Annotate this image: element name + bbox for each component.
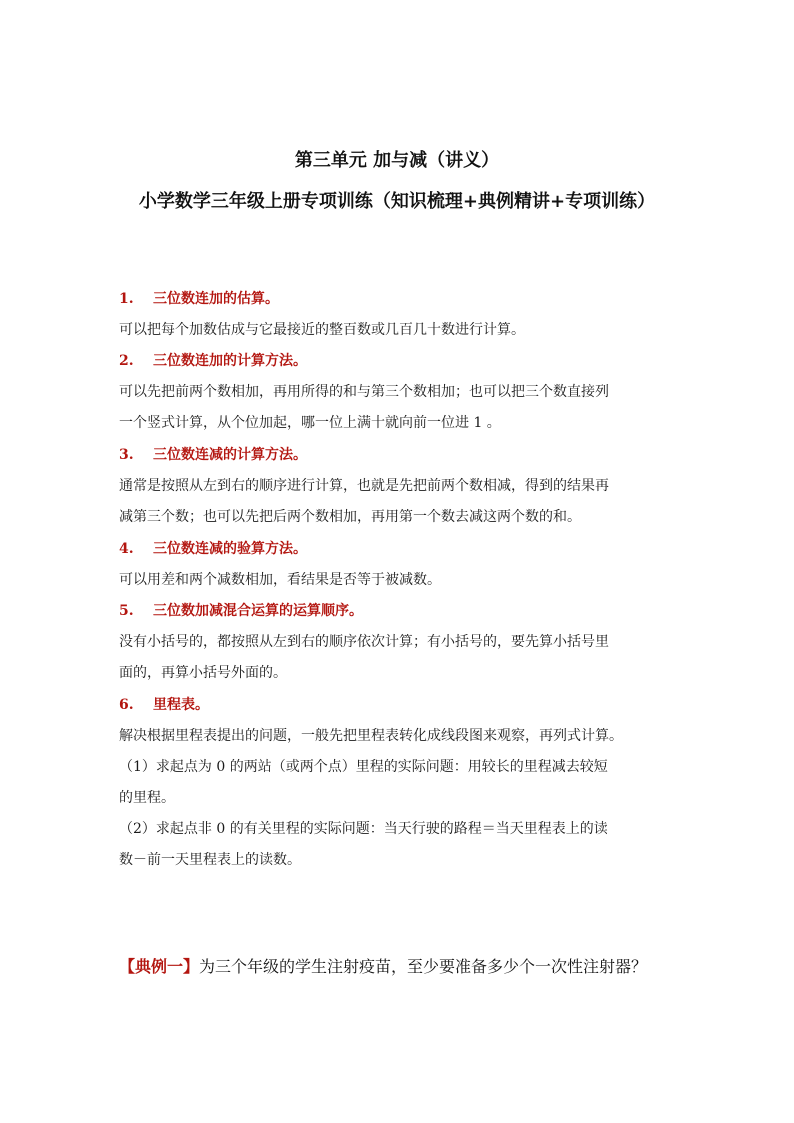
section-text: 可以先把前两个数相加，再用所得的和与第三个数相加；也可以把三个数直接列 [119,384,609,400]
section-text: （1）求起点为 0 的两站（或两个点）里程的实际问题：用较长的里程减去较短 [119,759,608,775]
section-number: 6. [119,697,134,713]
section-number: 1. [119,291,134,307]
section-heading-4 [119,539,307,559]
section-title: 三位数连减的验算方法。 [153,541,307,557]
section-heading-1 [119,289,279,309]
section-text: 通常是按照从左到右的顺序进行计算，也就是先把前两个数相减，得到的结果再 [119,478,609,494]
section-title: 三位数加减混合运算的运算顺序。 [153,603,363,619]
section-number: 2. [119,353,134,369]
section-text: 解决根据里程表提出的问题，一般先把里程表转化成线段图来观察，再列式计算。 [119,728,623,744]
example-tag: 【典例一】 [119,957,200,976]
section-number: 5. [119,603,134,619]
section-title: 三位数连加的计算方法。 [153,353,307,369]
section-text: 一个竖式计算，从个位加起，哪一位上满十就向前一位进 1 。 [119,415,501,431]
section-title: 里程表。 [153,697,209,713]
section-text: 减第三个数；也可以先把后两个数相加，再用第一个数去减这两个数的和。 [119,509,581,525]
section-text: （2）求起点非 0 的有关里程的实际问题：当天行驶的路程＝当天里程表上的读 [119,821,608,837]
example-question [119,956,647,978]
section-number: 4. [119,541,134,557]
section-heading-6 [119,695,209,715]
section-number: 3. [119,447,134,463]
section-title: 三位数连减的计算方法。 [153,447,307,463]
section-text: 的里程。 [119,790,175,806]
section-text: 数－前一天里程表上的读数。 [119,852,301,868]
section-heading-2 [119,351,307,371]
page-title: 第三单元 加与减（讲义） [294,150,500,171]
page-subtitle: 小学数学三年级上册专项训练（知识梳理+典例精讲+专项训练） [138,191,656,212]
example-text: 为三个年级的学生注射疫苗，至少要准备多少个一次性注射器？ [199,957,648,976]
section-text: 可以用差和两个减数相加，看结果是否等于被减数。 [119,572,441,588]
section-text: 可以把每个加数估成与它最接近的整百数或几百几十数进行计算。 [119,322,525,338]
section-text: 没有小括号的，都按照从左到右的顺序依次计算；有小括号的，要先算小括号里 [119,634,609,650]
section-heading-5 [119,601,363,621]
section-title: 三位数连加的估算。 [153,291,279,307]
section-heading-3 [119,445,307,465]
section-text: 面的，再算小括号外面的。 [119,665,287,681]
